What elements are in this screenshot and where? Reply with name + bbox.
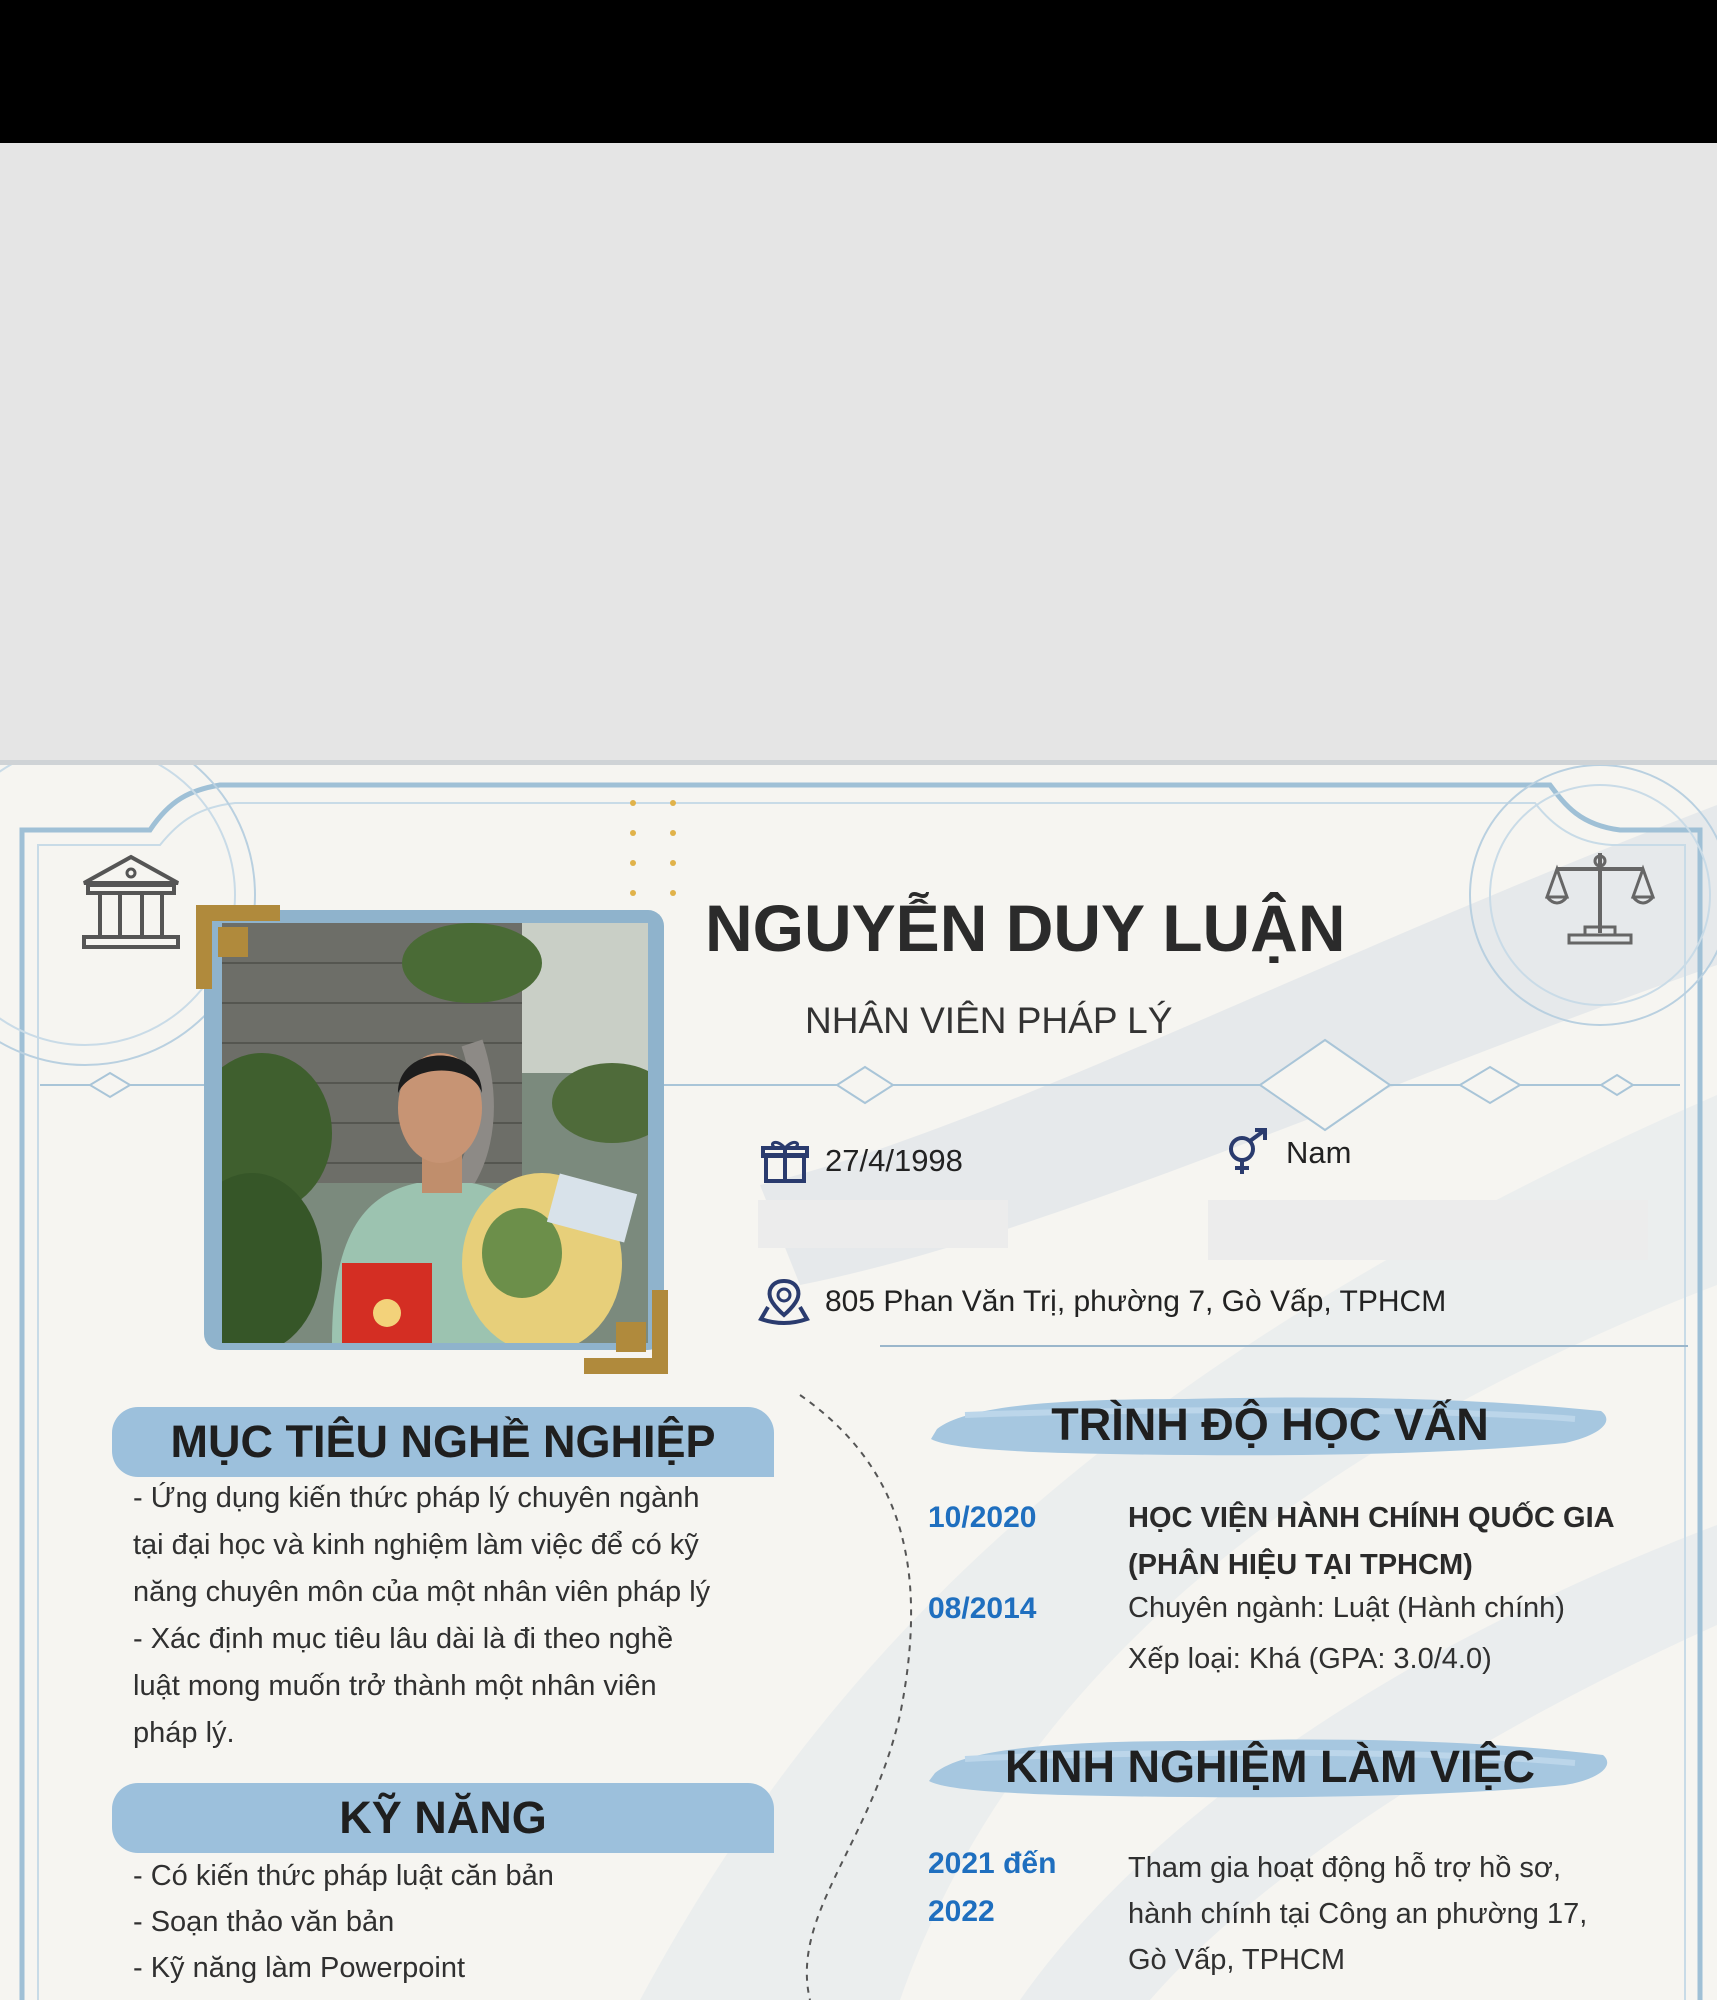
experience-description <box>1128 1845 1636 1983</box>
location-icon <box>758 1275 810 1327</box>
building-icon <box>78 853 184 953</box>
viewer-blank-area <box>0 143 1717 763</box>
experience-date-line1: 2021 đến <box>928 1847 1057 1880</box>
education-major: Chuyên ngành: Luật (Hành chính) <box>1128 1592 1565 1624</box>
birthday-text: 27/4/1998 <box>825 1143 963 1178</box>
experience-line: hành chính tại Công an phường 17, <box>1128 1898 1588 1930</box>
skills-title: KỸ NĂNG <box>339 1792 547 1843</box>
cv-page <box>0 765 1717 2000</box>
gift-icon <box>760 1135 810 1185</box>
experience-line: Tham gia hoạt động hỗ trợ hồ sơ, <box>1128 1852 1562 1884</box>
photo-corner-top-left <box>196 905 280 989</box>
education-date-start: 08/2014 <box>928 1592 1037 1625</box>
experience-date-line2: 2022 <box>928 1895 995 1928</box>
address-divider <box>880 1345 1688 1347</box>
objective-line: - Xác định mục tiêu lâu dài là đi theo nghề <box>133 1623 674 1655</box>
profile-photo <box>222 923 648 1343</box>
viewer-top-bar <box>0 0 1717 143</box>
skills-list <box>133 1853 554 1991</box>
experience-line: Gò Vấp, TPHCM <box>1128 1944 1346 1976</box>
education-school <box>1128 1495 1615 1589</box>
school-line: (PHÂN HIỆU TẠI TPHCM) <box>1128 1549 1473 1581</box>
education-title: TRÌNH ĐỘ HỌC VẤN <box>1051 1399 1489 1450</box>
skill-item: - Có kiến thức pháp luật căn bản <box>133 1860 554 1892</box>
education-grade: Xếp loại: Khá (GPA: 3.0/4.0) <box>1128 1643 1492 1675</box>
photo-corner-bottom-right <box>584 1290 668 1374</box>
gender-icon <box>1222 1127 1272 1177</box>
objective-header <box>112 1407 774 1477</box>
redacted-contact-right <box>1208 1200 1648 1260</box>
education-date-end: 10/2020 <box>928 1501 1037 1534</box>
objective-line: - Ứng dụng kiến thức pháp lý chuyên ngành <box>133 1482 700 1514</box>
objective-line: pháp lý. <box>133 1717 235 1749</box>
scales-icon <box>1545 847 1655 947</box>
school-line: HỌC VIỆN HÀNH CHÍNH QUỐC GIA <box>1128 1502 1615 1534</box>
objective-line: tại đại học và kinh nghiệm làm việc để có kỹ <box>133 1529 699 1561</box>
job-title: NHÂN VIÊN PHÁP LÝ <box>805 1000 1173 1041</box>
redacted-contact-left <box>758 1200 1008 1248</box>
objective-line: luật mong muốn trở thành một nhân viên <box>133 1670 657 1702</box>
skill-item: - Kỹ năng làm Powerpoint <box>133 1952 466 1984</box>
objective-title: MỤC TIÊU NGHỀ NGHIỆP <box>170 1416 716 1467</box>
address-text: 805 Phan Văn Trị, phường 7, Gò Vấp, TPHCM <box>825 1285 1447 1318</box>
objective-line: năng chuyên môn của một nhân viên pháp lý <box>133 1576 711 1608</box>
experience-title: KINH NGHIỆM LÀM VIỆC <box>1004 1741 1535 1792</box>
objective-text <box>133 1475 773 1757</box>
candidate-name: NGUYỄN DUY LUẬN <box>705 891 1346 965</box>
gender-text: Nam <box>1286 1135 1352 1170</box>
skills-header <box>112 1783 774 1853</box>
skill-item: - Soạn thảo văn bản <box>133 1906 395 1938</box>
